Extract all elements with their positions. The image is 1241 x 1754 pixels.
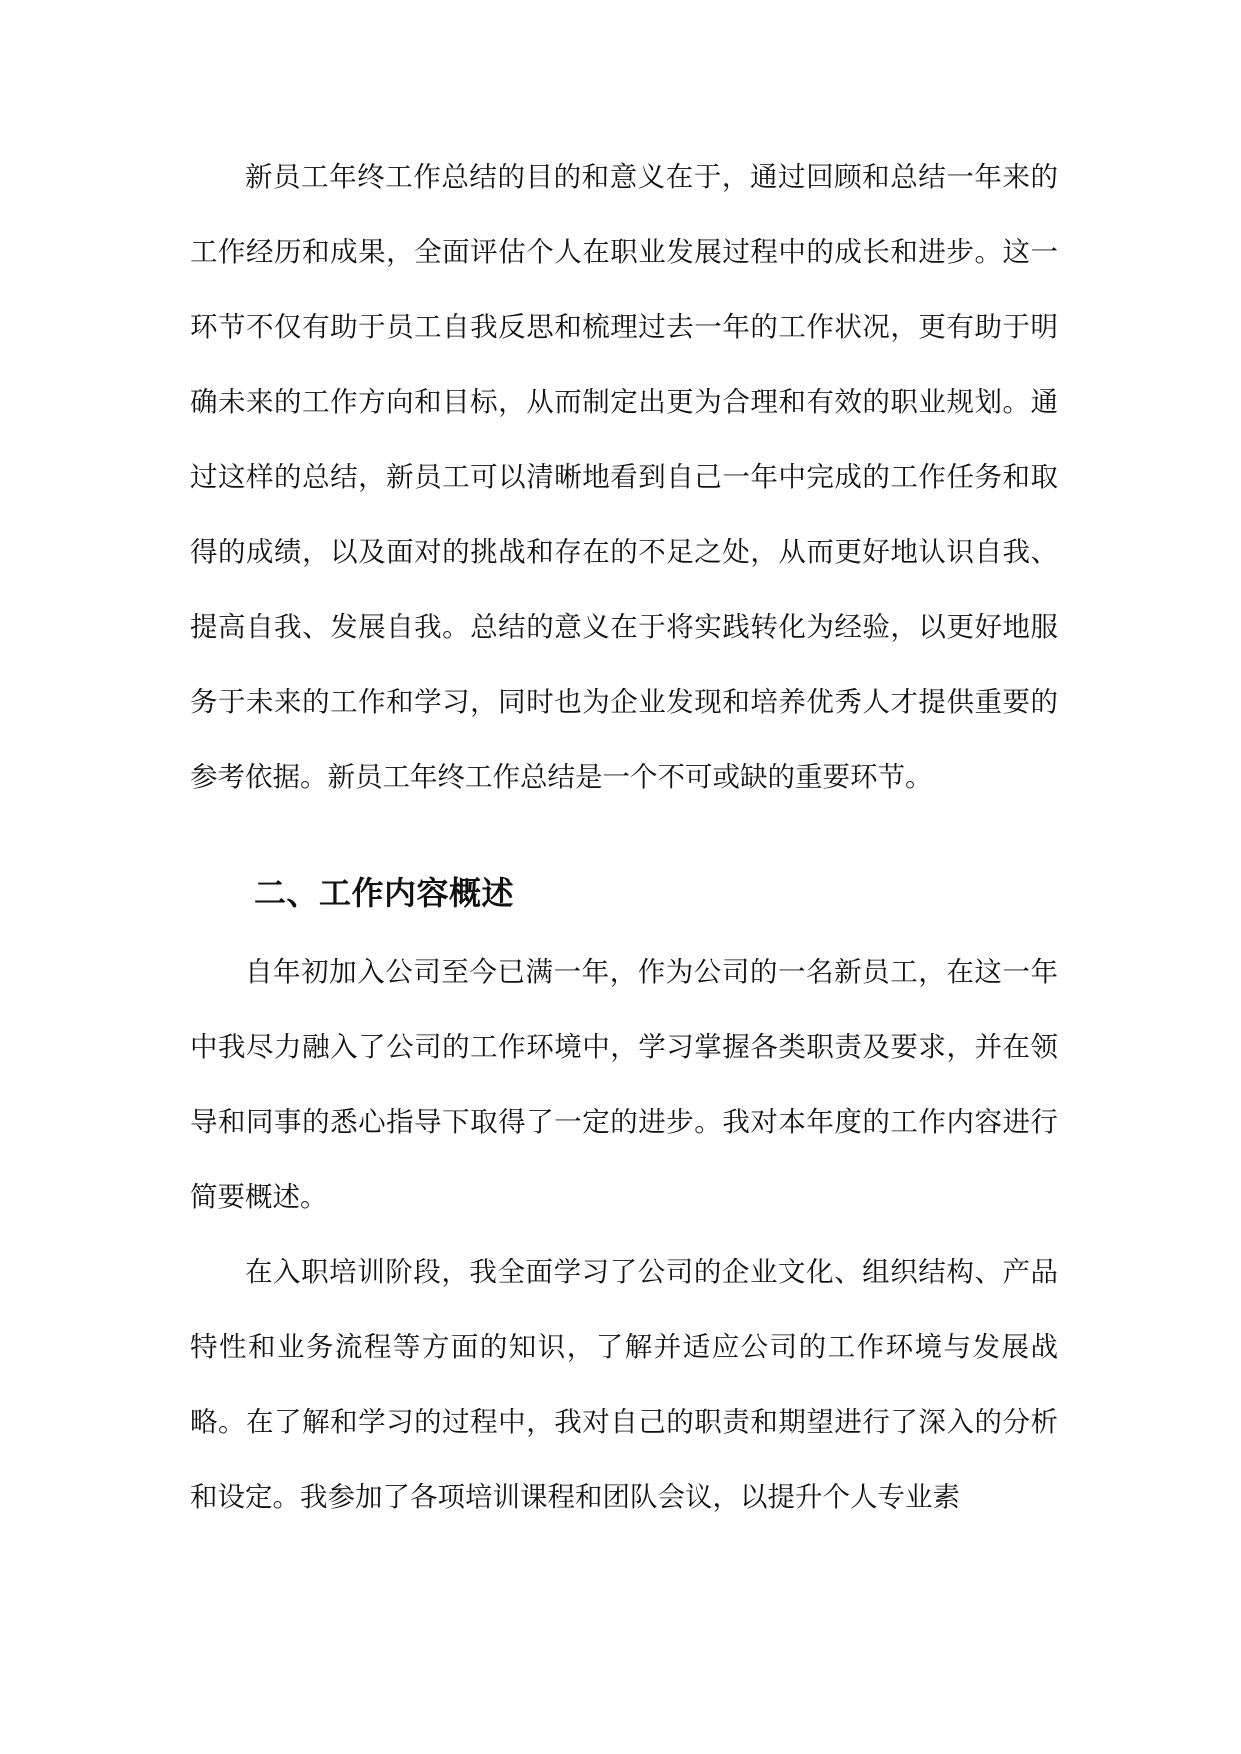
- document-body: [190, 140, 1058, 1535]
- training-paragraph: 在入职培训阶段，我全面学习了公司的企业文化、组织结构、产品特性和业务流程等方面的知识，了解并适应公司的工作环境与发展战略。在了解和学习的过程中，我对自己的职责和期望进行了深入的分析和设定。我参加了各项培训课程和团队会议，以提升个人专业素: [190, 1256, 1058, 1513]
- section-heading: 二、工作内容概述: [254, 874, 515, 912]
- intro-paragraph: 新员工年终工作总结的目的和意义在于，通过回顾和总结一年来的工作经历和成果，全面评估个人在职业发展过程中的成长和进步。这一环节不仅有助于员工自我反思和梳理过去一年的工作状况，更有助于明确未来的工作方向和目标，从而制定出更为合理和有效的职业规划。通过这样的总结，新员工可以清晰地看到自己一年中完成的工作任务和取得的成绩，以及面对的挑战和存在的不足之处，从而更好地认识自我、提高自我、发展自我。总结的意义在于将实践转化为经验，以更好地服务于未来的工作和学习，同时也为企业发现和培养优秀人才提供重要的参考依据。新员工年终工作总结是一个不可或缺的重要环节。: [190, 161, 1058, 793]
- work-overview-paragraph: 自年初加入公司至今已满一年，作为公司的一名新员工，在这一年中我尽力融入了公司的工作环境中，学习掌握各类职责及要求，并在领导和同事的悉心指导下取得了一定的进步。我对本年度的工作内容进行简要概述。: [190, 956, 1058, 1213]
